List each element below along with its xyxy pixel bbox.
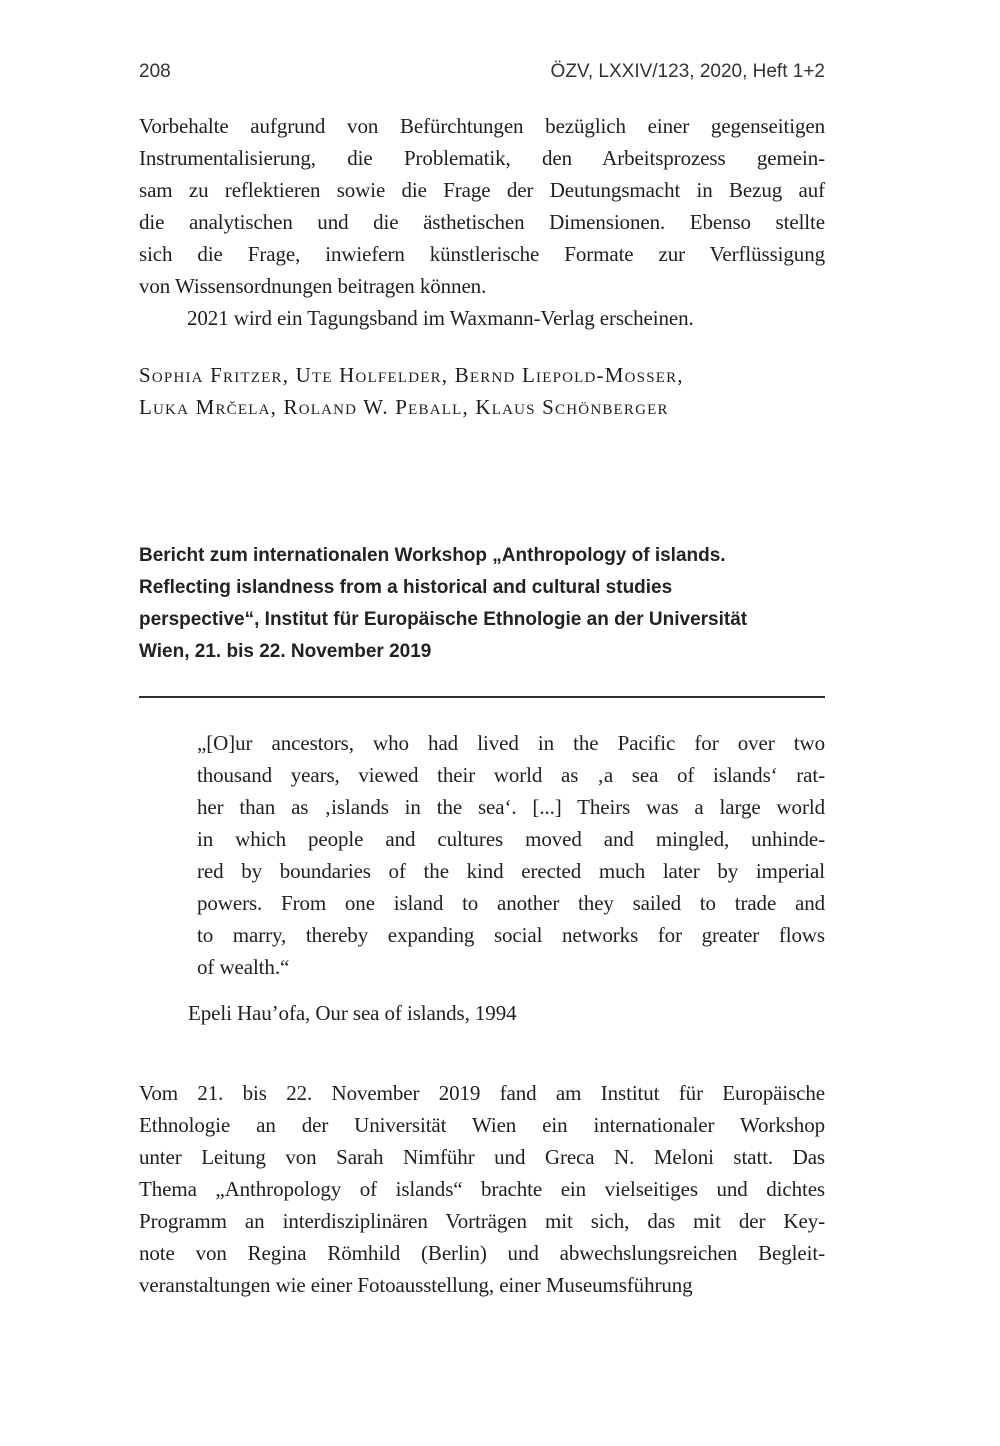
report-title-line: Bericht zum internationalen Workshop „Anthropology of islands. — [139, 545, 726, 566]
authors-line: Luka Mrčela, Roland W. Peball, Klaus Schönberger — [139, 395, 669, 419]
body-paragraph-line: Programm an interdisziplinären Vorträgen mit sich, das mit der Key- — [139, 1209, 825, 1233]
report-title-line: Reflecting islandness from a historical and cultural studies — [139, 577, 673, 598]
quote-line: her than as ‚islands in the sea‘. [...] Theirs was a large world — [197, 795, 825, 819]
intro-paragraph-line: sich die Frage, inwiefern künstlerische Formate zur Verflüssigung — [139, 242, 825, 266]
quote-line: in which people and cultures moved and mingled, unhinde- — [197, 827, 825, 851]
intro-paragraph-line: von Wissensordnungen beitragen können. — [139, 274, 487, 298]
intro-paragraph-indented-line: 2021 wird ein Tagungsband im Waxmann-Verlag erscheinen. — [187, 306, 694, 330]
report-title-line: perspective“, Institut für Europäische Ethnologie an der Universität — [139, 609, 748, 630]
intro-paragraph-line: die analytischen und die ästhetischen Dimensionen. Ebenso stellte — [139, 210, 825, 234]
quote-line: to marry, thereby expanding social networks for greater flows — [197, 923, 825, 947]
section-rule — [139, 696, 825, 698]
intro-paragraph-line: sam zu reflektieren sowie die Frage der Deutungsmacht in Bezug auf — [139, 178, 825, 202]
body-paragraph-line: Ethnologie an der Universität Wien ein internationaler Workshop — [139, 1113, 825, 1137]
body-paragraph — [139, 1077, 825, 1301]
page-number: 208 — [139, 61, 171, 82]
authors-line: Sophia Fritzer, Ute Holfelder, Bernd Liepold-Mosser, — [139, 363, 684, 387]
body-paragraph-line: unter Leitung von Sarah Nimführ und Greca N. Meloni statt. Das — [139, 1145, 825, 1169]
body-paragraph-line: note von Regina Römhild (Berlin) und abwechslungsreichen Begleit- — [139, 1241, 825, 1265]
epigraph-quote — [197, 727, 825, 983]
quote-line: „[O]ur ancestors, who had lived in the Pacific for over two — [197, 731, 825, 755]
quote-line: powers. From one island to another they sailed to trade and — [197, 891, 825, 915]
quote-line: of wealth.“ — [197, 955, 290, 979]
body-paragraph-line: Vom 21. bis 22. November 2019 fand am Institut für Europäische — [139, 1081, 825, 1105]
report-title-line: Wien, 21. bis 22. November 2019 — [139, 641, 432, 662]
report-title — [139, 540, 825, 668]
quote-line: thousand years, viewed their world as ‚a sea of islands‘ rat- — [197, 763, 825, 787]
journal-reference: ÖZV, LXXIV/123, 2020, Heft 1+2 — [550, 61, 825, 82]
body-paragraph-line: veranstaltungen wie einer Fotoausstellung, einer Museumsführung — [139, 1273, 693, 1297]
quote-attribution: Epeli Hau’ofa, Our sea of islands, 1994 — [188, 1001, 517, 1025]
intro-paragraph-line: Vorbehalte aufgrund von Befürchtungen bezüglich einer gegenseitigen — [139, 114, 825, 138]
body-paragraph-line: Thema „Anthropology of islands“ brachte ein vielseitiges und dichtes — [139, 1177, 825, 1201]
running-head — [139, 61, 825, 83]
intro-paragraph-line: Instrumentalisierung, die Problematik, den Arbeitsprozess gemein- — [139, 146, 825, 170]
intro-paragraph — [139, 110, 825, 334]
authors-block — [139, 359, 825, 423]
quote-line: red by boundaries of the kind erected much later by imperial — [197, 859, 825, 883]
